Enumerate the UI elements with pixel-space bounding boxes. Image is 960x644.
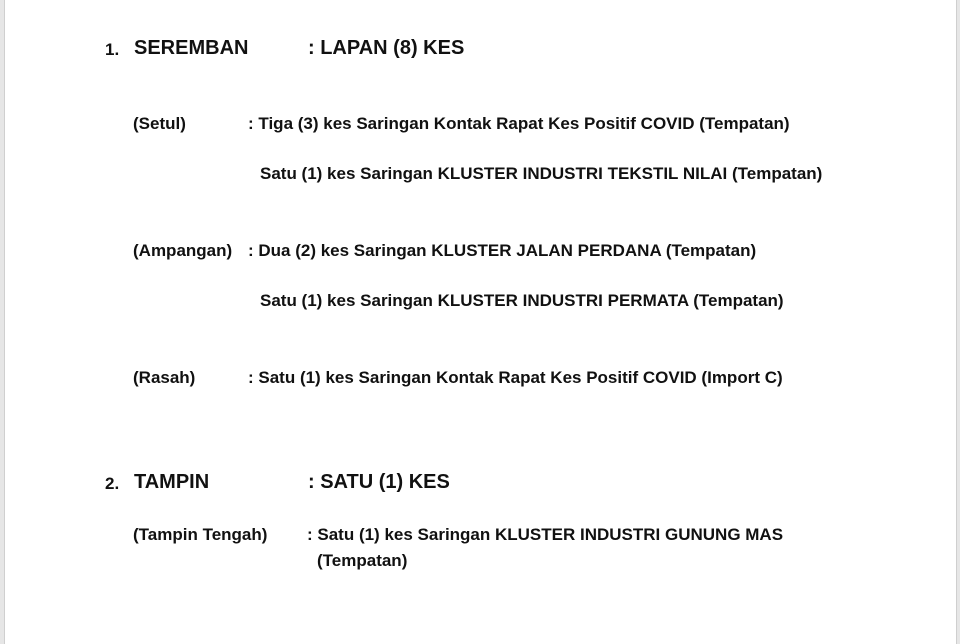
case-line: : Tiga (3) kes Saringan Kontak Rapat Kes Positif COVID (Tempatan) bbox=[248, 114, 790, 133]
district-name: TAMPIN bbox=[134, 471, 210, 493]
section-number: 2. bbox=[105, 474, 120, 493]
document-page bbox=[4, 0, 957, 644]
case-line: (Tempatan) bbox=[317, 551, 408, 570]
district-total: : LAPAN (8) KES bbox=[308, 37, 465, 59]
section-number: 1. bbox=[105, 40, 120, 59]
area-name: (Tampin Tengah) bbox=[133, 525, 268, 544]
case-line: : Satu (1) kes Saringan Kontak Rapat Kes Positif COVID (Import C) bbox=[248, 368, 783, 387]
district-total: : SATU (1) KES bbox=[308, 471, 450, 493]
case-line: : Dua (2) kes Saringan KLUSTER JALAN PERDANA (Tempatan) bbox=[248, 241, 757, 260]
district-name: SEREMBAN bbox=[134, 37, 249, 59]
area-name: (Rasah) bbox=[133, 368, 196, 387]
case-line: Satu (1) kes Saringan KLUSTER INDUSTRI TEKSTIL NILAI (Tempatan) bbox=[260, 164, 823, 183]
case-line: Satu (1) kes Saringan KLUSTER INDUSTRI PERMATA (Tempatan) bbox=[260, 291, 784, 310]
area-name: (Setul) bbox=[133, 114, 186, 133]
area-name: (Ampangan) bbox=[133, 241, 233, 260]
case-line: : Satu (1) kes Saringan KLUSTER INDUSTRI GUNUNG MAS bbox=[307, 525, 784, 544]
